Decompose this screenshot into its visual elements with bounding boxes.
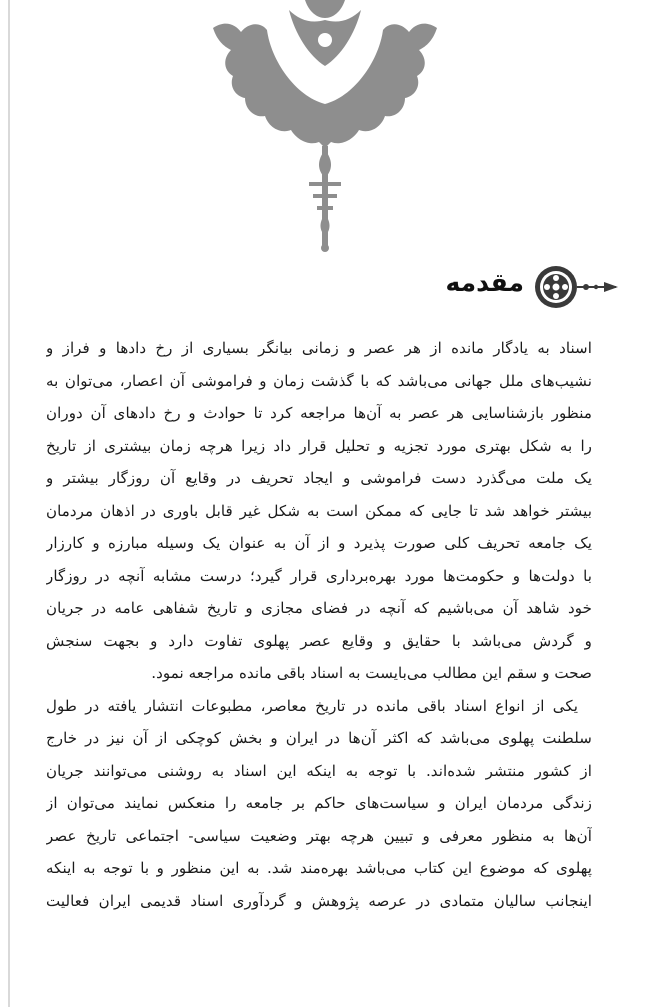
text-line: از کشور منتشر شده‌اند. با توجه به اینکه این اسناد به روشنی می‌توانند جریان xyxy=(46,761,592,780)
rosette-ornament-icon xyxy=(530,262,620,312)
paragraph-2 xyxy=(46,690,592,918)
body-text xyxy=(46,332,592,917)
text-line: بیشتر خواهد شد تا جایی که ممکن است به شکل غیر قابل باوری در اذهان مردمان xyxy=(46,501,592,520)
text-line: منظور بازشناسایی هر عصر به آن‌ها مراجعه کرد تا حوادث و رخ دادهای آن دوران xyxy=(46,404,592,422)
page-title: مقدمه xyxy=(445,268,524,297)
text-line: آن‌ها به منظور معرفی و تبیین هرچه بهتر وضعیت سیاسی- اجتماعی تاریخ عصر xyxy=(46,826,592,845)
page-edge xyxy=(8,0,10,1007)
text-line: یکی از انواع اسناد باقی مانده در تاریخ معاصر، مطبوعات انتشار یافته در طول xyxy=(46,696,578,715)
text-line: اسناد به یادگار مانده از هر عصر و زمانی بیانگر بسیاری از رخ دادها و فراز و xyxy=(46,339,592,357)
paragraph-1 xyxy=(46,332,592,690)
text-line: نشیب‌های ملل جهانی می‌باشد که با گذشت زمان و فراموشی آن اعصار، می‌توان به xyxy=(46,371,592,390)
text-line: اینجانب سالیان متمادی در عرصه پژوهش و گردآوری اسناد قدیمی ایران فعالیت xyxy=(46,891,592,910)
text-line: زندگی مردمان ایران و سیاست‌های حاکم بر جامعه را منعکس نمایند می‌توان از xyxy=(46,794,592,812)
arabesque-medallion-ornament-icon xyxy=(205,0,445,255)
text-line: یک جامعه تحریف کلی صورت پذیرد و از آن به عنوان یک وسیله مبارزه و کارزار xyxy=(46,534,592,552)
text-line: پهلوی که موضوع این کتاب می‌باشد بهره‌مند شد. به این منظور و با توجه به اینکه xyxy=(46,859,592,877)
section-heading xyxy=(360,262,620,312)
text-line: یک ملت می‌گذرد دست فراموشی و ایجاد تحریف در وقایع آن روزگار بیشتر و xyxy=(46,469,592,487)
text-line: را به شکل بهتری مورد تجزیه و تحلیل قرار داد زیرا هرچه زمان بیشتری از تاریخ xyxy=(46,436,592,455)
text-line: و گردش می‌باشد با حقایق و وقایع عصر پهلوی تفاوت دارد و بجهت سنجش xyxy=(46,631,592,650)
text-line: خود شاهد آن می‌باشیم که آنچه در فضای مجازی و تاریخ شفاهی عامه در جریان xyxy=(46,599,592,617)
text-line: با دولت‌ها و حکومت‌ها مورد بهره‌برداری قرار گیرد؛ درست مشابه آنچه در روزگار xyxy=(46,566,592,585)
text-line: سلطنت پهلوی می‌باشد که اکثر آن‌ها در ایران و بخش کوچکی از آن نیز در خارج xyxy=(46,729,592,747)
text-line: صحت و سقم این مطالب می‌بایست به اسناد باقی مانده مراجعه نمود. xyxy=(151,664,592,682)
